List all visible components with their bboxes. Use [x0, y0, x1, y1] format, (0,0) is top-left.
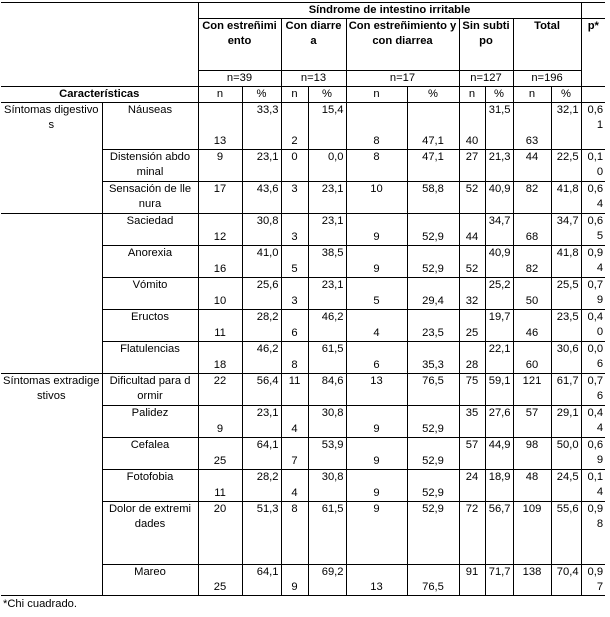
cell-value: 23,1	[308, 182, 346, 214]
cell-value: 29,4	[407, 278, 459, 310]
cell-value: 13	[346, 565, 407, 596]
header-blank-top-right	[581, 3, 605, 19]
n-mixed: n=17	[346, 71, 459, 87]
cell-value: 64,1	[242, 438, 281, 470]
cell-value: 51,3	[242, 502, 281, 565]
cell-value: 69,2	[308, 565, 346, 596]
cell-value: 70,4	[551, 565, 581, 596]
cell-value: 17	[198, 182, 242, 214]
n-no-subtype: n=127	[459, 71, 513, 87]
cell-value: 28,2	[242, 470, 281, 502]
cell-value: 20	[198, 502, 242, 565]
cell-value: 52,9	[407, 470, 459, 502]
cell-value: 138	[513, 565, 551, 596]
cell-value: 109	[513, 502, 551, 565]
cell-value: 64,1	[242, 565, 281, 596]
cell-value: 25,6	[242, 278, 281, 310]
cell-value: 47,1	[407, 150, 459, 182]
col-header-constipation: Con estreñimiento	[198, 19, 281, 71]
cell-value: 56,4	[242, 374, 281, 406]
cell-value: 0	[281, 150, 308, 182]
cell-value: 2	[281, 103, 308, 150]
cell-value: 0,14	[581, 470, 605, 502]
cell-value: 25,2	[485, 278, 513, 310]
cell-value: 8	[281, 342, 308, 374]
cell-value: 25	[459, 310, 485, 342]
cell-value: 8	[346, 150, 407, 182]
cell-value: 43,6	[242, 182, 281, 214]
cell-value: 38,5	[308, 246, 346, 278]
row-label: Eructos	[102, 310, 198, 342]
cell-value: 47,1	[407, 103, 459, 150]
row-label: Vómito	[102, 278, 198, 310]
cell-value: 33,3	[242, 103, 281, 150]
cell-value: 11	[198, 310, 242, 342]
cell-value: 11	[198, 470, 242, 502]
row-label: Dolor de extremidades	[102, 502, 198, 565]
cell-value: 29,1	[551, 406, 581, 438]
table-row	[1, 374, 605, 406]
cell-value: 61,5	[308, 502, 346, 565]
group-label-digestive: Síntomas digestivos	[1, 103, 102, 214]
cell-value: 52,9	[407, 406, 459, 438]
cell-value: 52,9	[407, 502, 459, 565]
row-label: Saciedad	[102, 214, 198, 246]
cell-value: 44	[513, 150, 551, 182]
cell-value: 0,65	[581, 214, 605, 246]
cell-value: 91	[459, 565, 485, 596]
cell-value: 32,1	[551, 103, 581, 150]
cell-value: 23,5	[551, 310, 581, 342]
cell-value: 72	[459, 502, 485, 565]
cell-value: 25	[198, 565, 242, 596]
cell-value: 30,8	[308, 406, 346, 438]
cell-value: 59,1	[485, 374, 513, 406]
cell-value: 40	[459, 103, 485, 150]
cell-value: 76,5	[407, 374, 459, 406]
cell-value: 18,9	[485, 470, 513, 502]
cell-value: 55,6	[551, 502, 581, 565]
cell-value: 34,7	[485, 214, 513, 246]
col-header-mixed: Con estreñimiento y con diarrea	[346, 19, 459, 71]
cell-value: 0,0	[308, 150, 346, 182]
cell-value: 13	[346, 374, 407, 406]
row-label: Sensación de llenura	[102, 182, 198, 214]
table-row	[1, 103, 605, 150]
cell-value: 9	[198, 406, 242, 438]
cell-value: 9	[346, 470, 407, 502]
cell-value: 56,7	[485, 502, 513, 565]
cell-value: 41,8	[551, 246, 581, 278]
cell-value: 4	[281, 406, 308, 438]
cell-value: 34,7	[551, 214, 581, 246]
cell-value: 15,4	[308, 103, 346, 150]
cell-value: 21,3	[485, 150, 513, 182]
footnote: *Chi cuadrado.	[3, 598, 78, 610]
cell-value: 23,1	[242, 406, 281, 438]
cell-value: 28	[459, 342, 485, 374]
row-label: Anorexia	[102, 246, 198, 278]
col-header-no-subtype: Sin subtipo	[459, 19, 513, 71]
cell-value: 52,9	[407, 214, 459, 246]
cell-value: 10	[198, 278, 242, 310]
cell-value: 52,9	[407, 438, 459, 470]
cell-value: 40,9	[485, 246, 513, 278]
n-total: n=196	[513, 71, 581, 87]
cell-value: 121	[513, 374, 551, 406]
cell-value: 6	[281, 310, 308, 342]
cell-value: 0,97	[581, 565, 605, 596]
subheader-n: n	[198, 87, 242, 103]
cell-value: 41,0	[242, 246, 281, 278]
cell-value: 50,0	[551, 438, 581, 470]
cell-value: 9	[346, 406, 407, 438]
cell-value: 52	[459, 182, 485, 214]
cell-value: 0,79	[581, 278, 605, 310]
cell-value: 76,5	[407, 565, 459, 596]
cell-value: 30,8	[308, 470, 346, 502]
cell-value: 9	[281, 565, 308, 596]
cell-value: 46,2	[242, 342, 281, 374]
col-header-p: p*	[581, 19, 605, 87]
cell-value: 0,76	[581, 374, 605, 406]
cell-value: 31,5	[485, 103, 513, 150]
cell-value: 3	[281, 278, 308, 310]
group-label-blank	[1, 214, 102, 374]
cell-value: 58,8	[407, 182, 459, 214]
col-header-total: Total	[513, 19, 581, 71]
n-diarrhea: n=13	[281, 71, 346, 87]
cell-value: 27	[459, 150, 485, 182]
row-label: Dificultad para dormir	[102, 374, 198, 406]
cell-value: 50	[513, 278, 551, 310]
cell-value: 0,94	[581, 246, 605, 278]
subheader-n: n	[513, 87, 551, 103]
subheader-pct: %	[242, 87, 281, 103]
cell-value: 9	[346, 246, 407, 278]
cell-value: 57	[513, 406, 551, 438]
cell-value: 84,6	[308, 374, 346, 406]
cell-value: 41,8	[551, 182, 581, 214]
cell-value: 12	[198, 214, 242, 246]
cell-value: 8	[281, 502, 308, 565]
cell-value: 9	[346, 214, 407, 246]
cell-value: 25	[198, 438, 242, 470]
subheader-n: n	[346, 87, 407, 103]
n-constipation: n=39	[198, 71, 281, 87]
cell-value: 23,5	[407, 310, 459, 342]
group-label-extradigestive: Síntomas extradigestivos	[1, 374, 102, 596]
cell-value: 0,61	[581, 103, 605, 150]
cell-value: 0,10	[581, 150, 605, 182]
cell-value: 75	[459, 374, 485, 406]
cell-value: 0,64	[581, 182, 605, 214]
cell-value: 0,40	[581, 310, 605, 342]
subheader-pct: %	[308, 87, 346, 103]
subheader-n: n	[459, 87, 485, 103]
cell-value: 53,9	[308, 438, 346, 470]
cell-value: 40,9	[485, 182, 513, 214]
cell-value: 0,06	[581, 342, 605, 374]
cell-value: 46,2	[308, 310, 346, 342]
cell-value: 61,7	[551, 374, 581, 406]
row-label: Distensión abdominal	[102, 150, 198, 182]
cell-value: 27,6	[485, 406, 513, 438]
cell-value: 6	[346, 342, 407, 374]
cell-value: 0,44	[581, 406, 605, 438]
cell-value: 61,5	[308, 342, 346, 374]
row-label: Flatulencias	[102, 342, 198, 374]
row-label: Palidez	[102, 406, 198, 438]
characteristics-header: Características	[1, 87, 198, 103]
cell-value: 5	[346, 278, 407, 310]
cell-value: 23,1	[308, 278, 346, 310]
subheader-p-blank	[581, 87, 605, 103]
cell-value: 48	[513, 470, 551, 502]
cell-value: 35,3	[407, 342, 459, 374]
subheader-pct: %	[407, 87, 459, 103]
cell-value: 71,7	[485, 565, 513, 596]
cell-value: 30,6	[551, 342, 581, 374]
cell-value: 18	[198, 342, 242, 374]
cell-value: 10	[346, 182, 407, 214]
cell-value: 8	[346, 103, 407, 150]
cell-value: 82	[513, 182, 551, 214]
cell-value: 9	[346, 438, 407, 470]
cell-value: 9	[346, 502, 407, 565]
ibs-symptoms-table	[1, 2, 605, 596]
cell-value: 23,1	[242, 150, 281, 182]
group-title: Síndrome de intestino irritable	[198, 3, 581, 19]
cell-value: 3	[281, 214, 308, 246]
cell-value: 22,5	[551, 150, 581, 182]
cell-value: 22,1	[485, 342, 513, 374]
cell-value: 11	[281, 374, 308, 406]
cell-value: 46	[513, 310, 551, 342]
cell-value: 9	[198, 150, 242, 182]
cell-value: 60	[513, 342, 551, 374]
subheader-n: n	[281, 87, 308, 103]
cell-value: 63	[513, 103, 551, 150]
cell-value: 13	[198, 103, 242, 150]
cell-value: 44	[459, 214, 485, 246]
row-label: Mareo	[102, 565, 198, 596]
cell-value: 52	[459, 246, 485, 278]
subheader-pct: %	[485, 87, 513, 103]
cell-value: 44,9	[485, 438, 513, 470]
cell-value: 30,8	[242, 214, 281, 246]
cell-value: 28,2	[242, 310, 281, 342]
cell-value: 57	[459, 438, 485, 470]
cell-value: 82	[513, 246, 551, 278]
header-blank-cell	[1, 3, 198, 87]
cell-value: 98	[513, 438, 551, 470]
cell-value: 52,9	[407, 246, 459, 278]
cell-value: 25,5	[551, 278, 581, 310]
cell-value: 24	[459, 470, 485, 502]
cell-value: 35	[459, 406, 485, 438]
cell-value: 19,7	[485, 310, 513, 342]
row-label: Cefalea	[102, 438, 198, 470]
cell-value: 0,98	[581, 502, 605, 565]
row-label: Náuseas	[102, 103, 198, 150]
cell-value: 5	[281, 246, 308, 278]
cell-value: 23,1	[308, 214, 346, 246]
cell-value: 4	[346, 310, 407, 342]
row-label: Fotofobia	[102, 470, 198, 502]
col-header-diarrhea: Con diarrea	[281, 19, 346, 71]
cell-value: 22	[198, 374, 242, 406]
cell-value: 7	[281, 438, 308, 470]
table-row	[1, 214, 605, 246]
subheader-pct: %	[551, 87, 581, 103]
cell-value: 68	[513, 214, 551, 246]
cell-value: 24,5	[551, 470, 581, 502]
cell-value: 0,69	[581, 438, 605, 470]
cell-value: 16	[198, 246, 242, 278]
cell-value: 4	[281, 470, 308, 502]
cell-value: 3	[281, 182, 308, 214]
cell-value: 32	[459, 278, 485, 310]
